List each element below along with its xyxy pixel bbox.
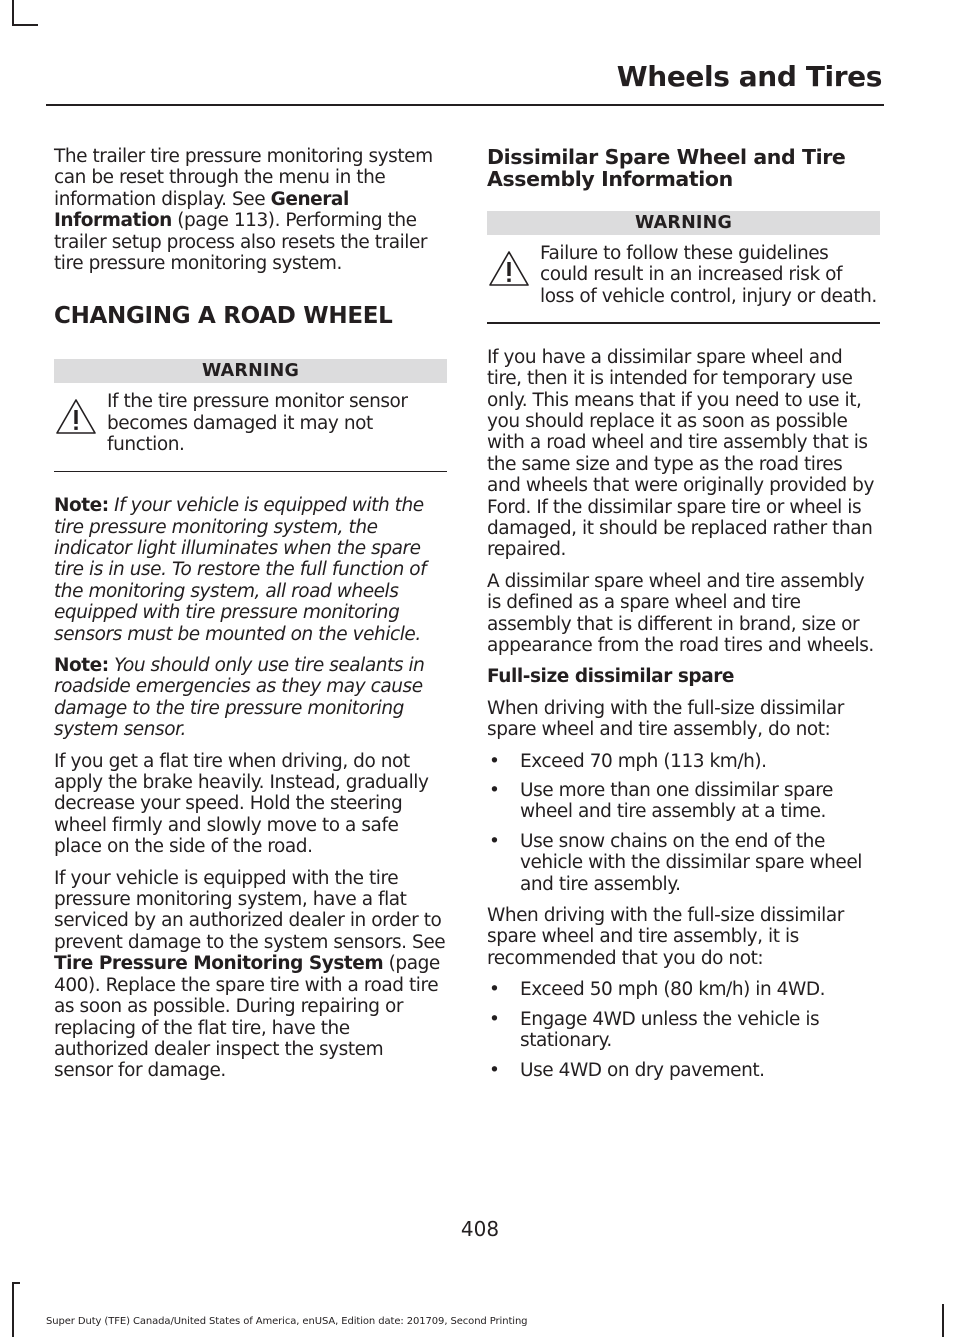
- list-item-text: Use snow chains on the end of the vehicle with the dissimilar spare wheel and tire assembly.: [520, 830, 862, 895]
- crop-mark-bottom-left-v: [12, 1282, 14, 1337]
- note-text: You should only use tire sealants in roadside emergencies as they may cause damage to the tire pressure monitoring system sensor.: [54, 655, 425, 741]
- flat-tire-paragraph: If you get a flat tire when driving, do not apply the brake heavily. Instead, gradually decrease your speed. Hold the steering wheel firmly and slowly move to a safe place on the side of the road.: [54, 750, 429, 858]
- list-item-text: Use 4WD on dry pavement.: [520, 1059, 765, 1081]
- dissimilar-spare-heading: Dissimilar Spare Wheel and Tire Assembly Information: [487, 145, 846, 191]
- warning-divider: [54, 471, 447, 473]
- crop-mark-top-left-h: [12, 24, 38, 26]
- list-item: [487, 1009, 880, 1052]
- list-item: [487, 831, 880, 895]
- note-label: Note:: [54, 655, 109, 676]
- list-item: [487, 979, 880, 1000]
- list-item: [487, 1060, 880, 1081]
- dissimilar-spare-paragraph: If you have a dissimilar spare wheel and tire, then it is intended for temporary use only. This means that if you need to use it, you should replace it as soon as possible with a road wheel and tire assembly that is the same size and type as the road tires and wheels that were originally provided by Ford. If the dissimilar spare tire or wheel is damaged, it should be replaced rather than repaired.: [487, 346, 874, 561]
- intro-paragraph: [54, 146, 447, 274]
- recommended-not-list: [487, 979, 880, 1081]
- intro-text-cont: (page 113). Performing the trailer setup process also resets the trailer tire pressure monitoring system.: [54, 210, 428, 275]
- note-label: Note:: [54, 495, 109, 517]
- tpms-paragraph: [54, 868, 447, 1082]
- general-information-link[interactable]: General Information: [54, 188, 349, 232]
- warning-banner: WARNING: [487, 211, 880, 235]
- intro-text: The trailer tire pressure monitoring system can be reset through the menu in the information display. See: [54, 146, 433, 210]
- left-column: [54, 146, 447, 1092]
- bullet-icon: •: [489, 830, 500, 852]
- list-item-text: Engage 4WD unless the vehicle is stationary.: [520, 1008, 820, 1052]
- footer-edition-info: Super Duty (TFE) Canada/United States of America, enUSA, Edition date: 201709, Second Printing: [46, 1316, 528, 1327]
- warning-box: [54, 383, 447, 455]
- do-not-list: [487, 751, 880, 895]
- full-size-spare-subheading: Full-size dissimilar spare: [487, 666, 735, 688]
- crop-mark-top-left-v: [12, 0, 14, 26]
- warning-triangle-icon: [487, 249, 531, 289]
- bullet-icon: •: [489, 750, 500, 772]
- note-1: [54, 495, 447, 645]
- bullet-icon: •: [489, 1008, 500, 1030]
- crop-mark-bottom-right-v: [942, 1304, 944, 1337]
- tpms-text: If your vehicle is equipped with the tire pressure monitoring system, have a flat serviced by an authorized dealer in order to prevent damage to the system sensors. See: [54, 867, 446, 953]
- page-section-title: Wheels and Tires: [616, 60, 882, 93]
- bullet-icon: •: [489, 1059, 500, 1081]
- warning-banner: WARNING: [54, 359, 447, 383]
- warning-box: [487, 235, 880, 307]
- dissimilar-definition-paragraph: A dissimilar spare wheel and tire assembly is defined as a spare wheel and tire assembly that is different in brand, size or appearance from the road tires and wheels.: [487, 570, 874, 656]
- tpms-text-cont: (page 400). Replace the spare tire with a road tire as soon as possible. During repairing or replacing of the flat tire, have the authorized dealer inspect the system sensor for damage.: [54, 953, 440, 1082]
- tire-pressure-monitoring-link[interactable]: Tire Pressure Monitoring System: [54, 953, 384, 975]
- warning-divider: [487, 322, 880, 324]
- bullet-icon: •: [489, 780, 500, 802]
- right-column: [487, 146, 880, 1091]
- header-divider: [46, 104, 884, 106]
- list-item: [487, 780, 880, 823]
- list2-intro: When driving with the full-size dissimilar spare wheel and tire assembly, it is recommended that you do not:: [487, 905, 844, 969]
- changing-road-wheel-heading: CHANGING A ROAD WHEEL: [54, 303, 393, 330]
- list-item-text: Exceed 50 mph (80 km/h) in 4WD.: [520, 979, 826, 1001]
- list-item-text: Exceed 70 mph (113 km/h).: [520, 750, 767, 772]
- page-number: 408: [460, 1217, 500, 1241]
- bullet-icon: •: [489, 979, 500, 1001]
- note-2: [54, 655, 447, 741]
- warning-text: If the tire pressure monitor sensor becomes damaged it may not function.: [107, 391, 408, 456]
- list1-intro: When driving with the full-size dissimilar spare wheel and tire assembly, do not:: [487, 697, 844, 741]
- warning-triangle-icon: [54, 397, 98, 437]
- crop-mark-bottom-left-h: [12, 1282, 20, 1284]
- warning-text: Failure to follow these guidelines could result in an increased risk of loss of vehicle control, injury or death.: [540, 243, 877, 307]
- note-text: If your vehicle is equipped with the tire pressure monitoring system, the indicator light illuminates when the spare tire is in use. To restore the full function of the monitoring system, all road wheels equipped with tire pressure monitoring sensors must be mounted on the vehicle.: [54, 495, 427, 645]
- list-item: [487, 751, 880, 772]
- list-item-text: Use more than one dissimilar spare wheel and tire assembly at a time.: [520, 780, 833, 823]
